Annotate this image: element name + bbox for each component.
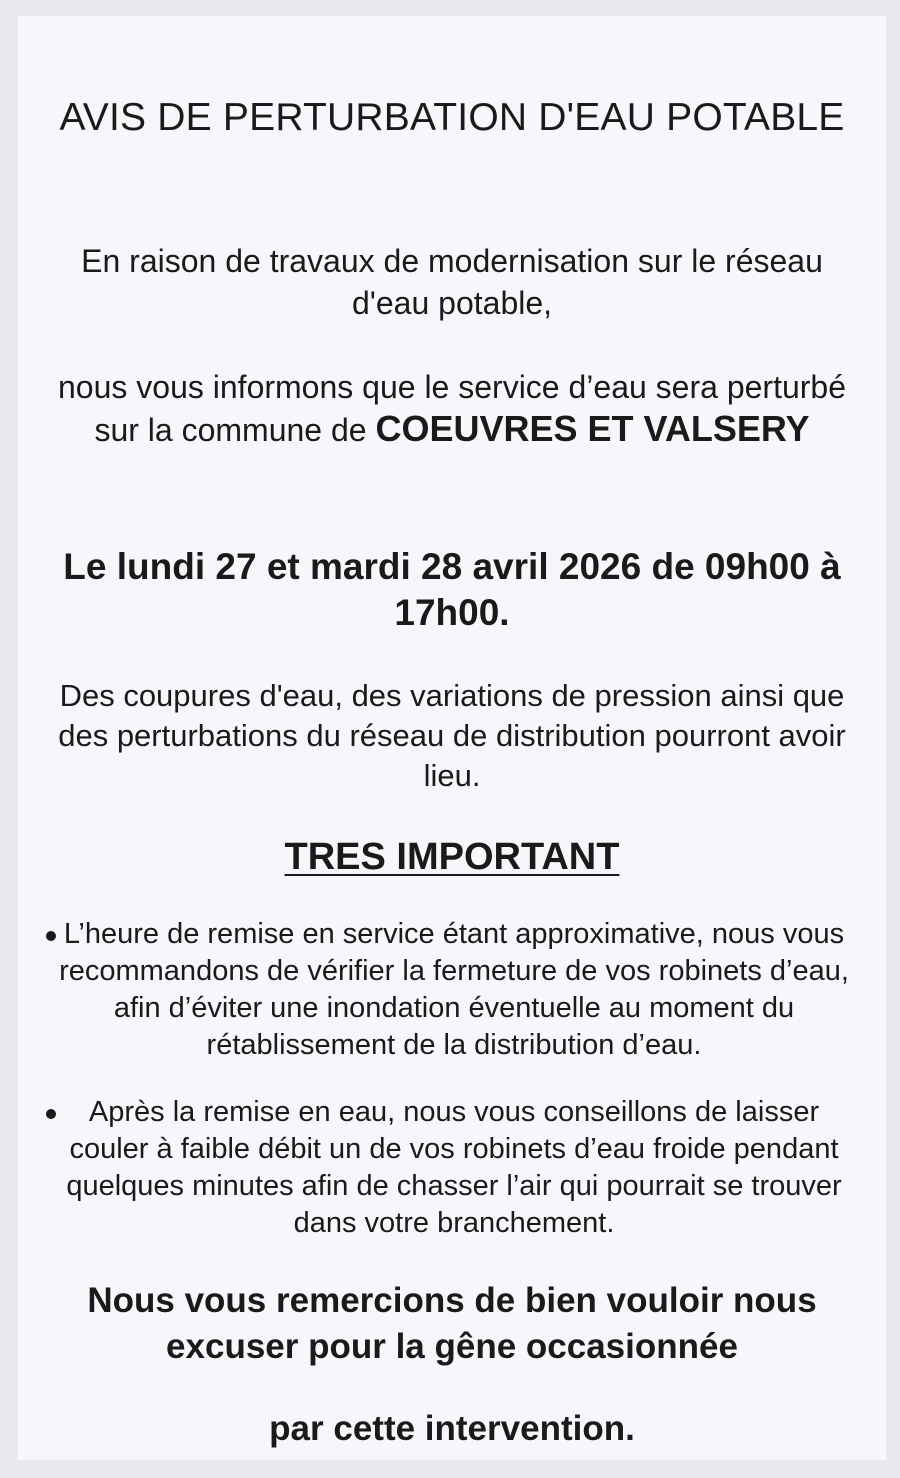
notice-title: AVIS DE PERTURBATION D'EAU POTABLE: [59, 96, 845, 139]
info-paragraph: [58, 366, 846, 451]
advice-text: L’heure de remise en service étant approximative, nous vous recommandons de vérifier la fermeture de vos robinets d’eau, afin d’éviter une inondation éventuelle au moment du rétablissement de la distribution d’eau.: [59, 918, 849, 1061]
thanks-text: Nous vous remercions de bien vouloir nous excuser pour la gêne occasionnée: [87, 1281, 817, 1366]
date-text: Le lundi 27 et mardi 28 avril 2026 de 09h00 à 17h00.: [63, 546, 841, 633]
advice-text: Après la remise en eau, nous vous conseillons de laisser couler à faible débit un de vos robinets d’eau froide pendant quelques minutes afin de chasser l’air qui pourrait se trouver dans votre branchement.: [66, 1096, 842, 1239]
notice-card: [18, 16, 886, 1460]
list-item: [54, 1094, 854, 1242]
list-item: [54, 916, 854, 1064]
effects-text: Des coupures d'eau, des variations de pression ainsi que des perturbations du réseau de distribution pourront avoir lieu.: [58, 678, 846, 793]
thanks-closing: par cette intervention.: [269, 1409, 635, 1448]
bullet-icon: [46, 1109, 56, 1119]
bullet-icon: [46, 931, 56, 941]
commune-name: COEUVRES ET VALSERY: [375, 408, 810, 449]
intro-text: En raison de travaux de modernisation sur le réseau d'eau potable,: [81, 243, 823, 321]
important-heading: TRES IMPORTANT: [284, 836, 620, 878]
info-prefix: nous vous informons que le service d’eau sera perturbé sur la commune de: [58, 369, 846, 448]
